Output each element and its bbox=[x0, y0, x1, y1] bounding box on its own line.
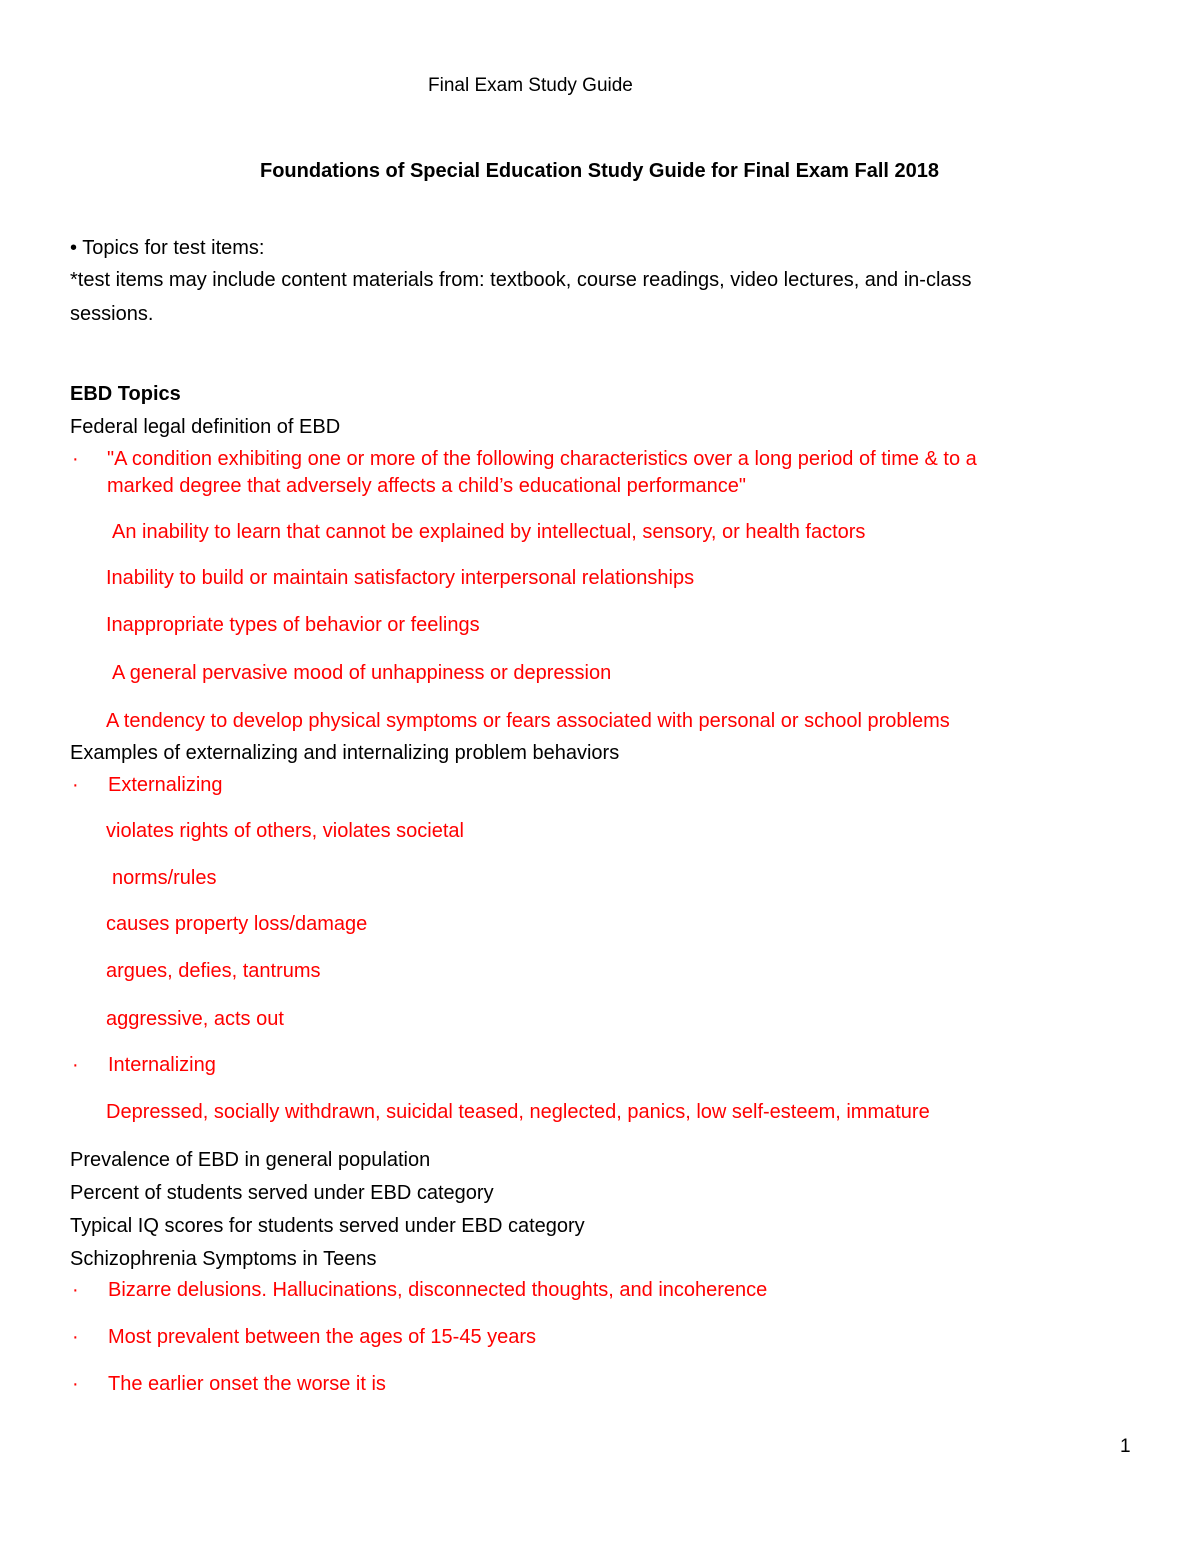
characteristic-item: A tendency to develop physical symptoms or fears associated with personal or school problems bbox=[106, 710, 950, 732]
definition-quote-line-1: "A condition exhibiting one or more of the following characteristics over a long period of time & to a bbox=[107, 448, 977, 470]
characteristic-item: An inability to learn that cannot be explained by intellectual, sensory, or health factors bbox=[112, 521, 866, 543]
externalizing-item: norms/rules bbox=[112, 867, 217, 889]
bullet-marker: · bbox=[72, 448, 79, 470]
schizophrenia-item: The earlier onset the worse it is bbox=[108, 1373, 386, 1395]
externalizing-label: Externalizing bbox=[108, 774, 223, 796]
externalizing-item: causes property loss/damage bbox=[106, 913, 368, 935]
bullet-marker: · bbox=[72, 1279, 79, 1301]
schizophrenia-item: Most prevalent between the ages of 15-45 years bbox=[108, 1326, 537, 1348]
schizophrenia-item: Bizarre delusions. Hallucinations, disconnected thoughts, and incoherence bbox=[108, 1279, 768, 1301]
page-number: 1 bbox=[1120, 1436, 1131, 1457]
topic-item: Prevalence of EBD in general population bbox=[70, 1149, 431, 1171]
page-header: Final Exam Study Guide bbox=[428, 75, 633, 96]
topic-item: Schizophrenia Symptoms in Teens bbox=[70, 1248, 377, 1270]
internalizing-label: Internalizing bbox=[108, 1054, 216, 1076]
topics-line: • Topics for test items: bbox=[70, 237, 265, 259]
examples-heading: Examples of externalizing and internalizing problem behaviors bbox=[70, 742, 620, 764]
externalizing-item: argues, defies, tantrums bbox=[106, 960, 321, 982]
note-line-2: sessions. bbox=[70, 303, 154, 325]
externalizing-item: violates rights of others, violates societal bbox=[106, 820, 464, 842]
topic-item: Percent of students served under EBD category bbox=[70, 1182, 494, 1204]
characteristic-item: A general pervasive mood of unhappiness or depression bbox=[112, 662, 612, 684]
internalizing-item: Depressed, socially withdrawn, suicidal teased, neglected, panics, low self-esteem, immature bbox=[106, 1101, 930, 1123]
bullet-marker: · bbox=[72, 774, 79, 796]
note-line-1: *test items may include content materials from: textbook, course readings, video lectures, and in-class bbox=[70, 269, 972, 291]
bullet-marker: · bbox=[72, 1326, 79, 1348]
bullet-marker: · bbox=[72, 1373, 79, 1395]
externalizing-item: aggressive, acts out bbox=[106, 1008, 284, 1030]
characteristic-item: Inappropriate types of behavior or feelings bbox=[106, 614, 480, 636]
topic-item: Typical IQ scores for students served under EBD category bbox=[70, 1215, 585, 1237]
bullet-marker: · bbox=[72, 1054, 79, 1076]
document-title: Foundations of Special Education Study Guide for Final Exam Fall 2018 bbox=[260, 160, 940, 182]
characteristic-item: Inability to build or maintain satisfactory interpersonal relationships bbox=[106, 567, 695, 589]
definition-quote-line-2: marked degree that adversely affects a child’s educational performance" bbox=[107, 475, 746, 497]
definition-heading: Federal legal definition of EBD bbox=[70, 416, 341, 438]
section-heading-ebd: EBD Topics bbox=[70, 383, 181, 405]
